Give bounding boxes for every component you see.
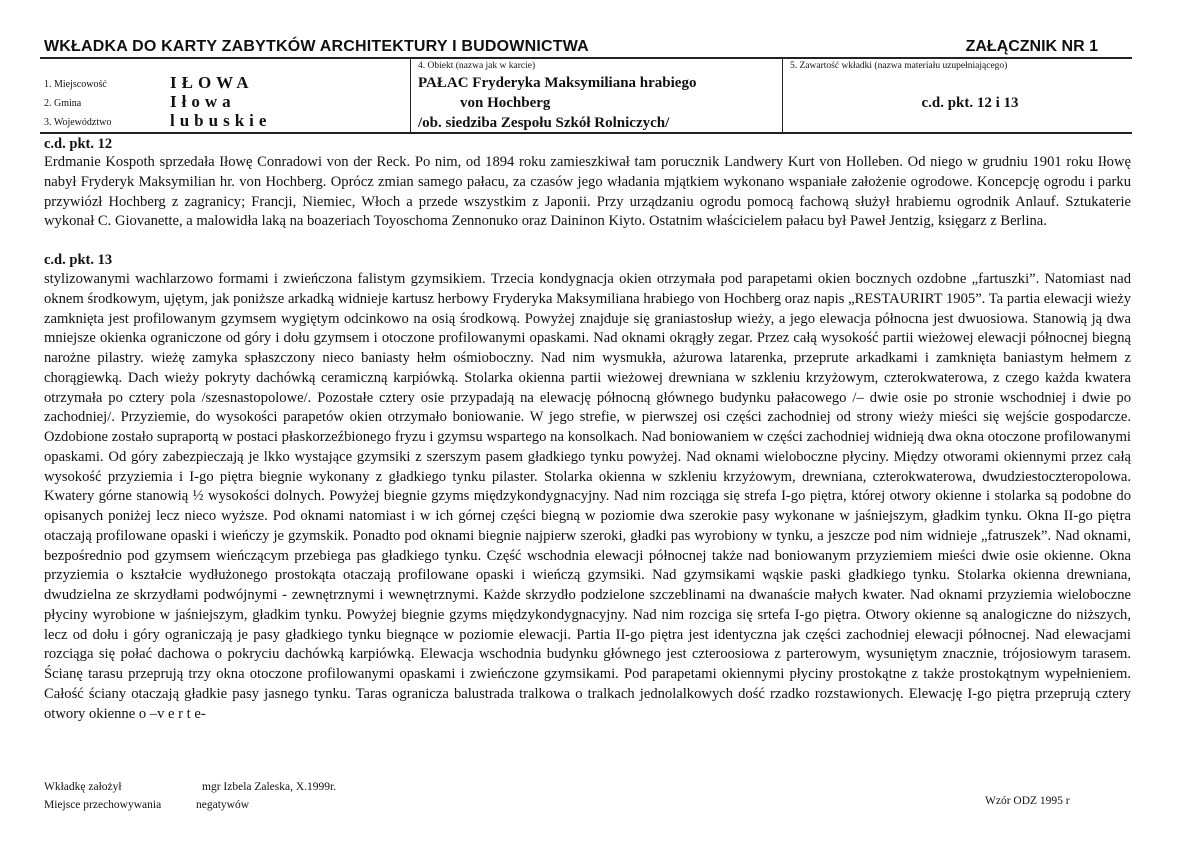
object-name-line-3: /ob. siedziba Zespołu Szkół Rolniczych/ — [418, 115, 670, 131]
commune-value: Iłowa — [170, 92, 236, 111]
negatives-location-value: negatywów — [196, 799, 250, 811]
column-divider-2 — [782, 58, 783, 133]
annex-number: ZAŁĄCZNIK NR 1 — [965, 38, 1098, 55]
locality-label: 1. Miejscowość — [44, 79, 107, 90]
content-label: 5. Zawartość wkładki (nazwa materiału uzupełniającego) — [790, 61, 1008, 71]
section-heading-13: c.d. pkt. 13 — [44, 252, 113, 268]
object-name-line-1: PAŁAC Fryderyka Maksymiliana hrabiego — [418, 75, 697, 91]
voivodeship-label: 3. Województwo — [44, 117, 112, 128]
object-label: 4. Obiekt (nazwa jak w karcie) — [418, 61, 536, 71]
section-heading-12: c.d. pkt. 12 — [44, 136, 113, 152]
section-text-13: stylizowanymi wachlarzowo formami i zwieńczona falistym gzymsikiem. Trzecia kondygnacja okien otrzymała pod parapetami okien bocznych ozdobne „fartuszki”. Natomiast nad oknem środkowym, ujętym, jak poniższe arkadką widnieje kartusz herbowy Fryderyka Maksymiliana hrabiego von Hochberg oraz napis „RESTAURIRT 1905”. Ta partia elewacji wieży zamknięta jest profilowanym gzymsem wygiętym odcinkowo na osią środkową. Powyżej znajduje się graniastosłup wieży, a jego elewacja północna jest dwuosiowa. Stanowią ją dwa mniejsze okienka ograniczone od góry i dołu gzymsem i otoczone profilowanymi opaskami. Nad oknami okrągły zegar. Przez całą wysokość partii wieżowej elewacji północnej biegną narożne pilastry. wieżę zamyka spłaszczony nieco baniasty hełm ośmioboczny. Nad nim wysmukła, ażurowa latarenka, przeprute arkadkami i zamknięta baniastym hełmem z chorągiewką. Dach wieży pokryty dachówką ceramiczną karpiówką. Stolarka okienna partii wieżowej drewniana w szkleniu krzyżowym, czterokwaterowa, z czego każda kwatera otrzymała po cztery pola /szesnastopolowe/. Pozostałe cztery osie przypadają na elewację północną głównego budynku pałacowego /– dwie osie po stronie wschodniej i dwie po zachodniej/. Przyziemie, do wysokości parapetów okien otrzymało boniowanie. W jego strefie, w pierwszej osi części zachodniej od strony wieży mieści się wejście gospodarcze. Ozdobione zostało supraportą w postaci płaskorzeźbionego fryzu i gzymsu wspartego na konsolkach. Nad boniowaniem w części zachodniej widnieją dwa okna otoczone profilowanymi opaskami. Od góry zabezpieczają je lkko wystające gzymsiki z szerszym pasem gładkiego tynku powyżej. Nad oknami wieloboczne płyciny. Między otworami okiennymi przez całą wysokość przyziemia i I-go piętra biegnie wykonany z gładkiego tynku pilaster. Stolarka okienna w szkleniu krzyżowym, drewniana, czterokwaterowa, dwudziestoczteropolowa. Kwatery górne stanowią ½ wysokości dolnych. Powyżej biegnie gzyms międzykondygnacyjny. Nad nim rozciąga się strefa I-go piętra, której otwory okienne i stolarka są podobne do opisanych poniżej lecz nieco wyższe. Pod oknami natomiast i w ich górnej części biegną w poziomie dwa szerokie pasy wykonane w jaśniejszym, gładkim tynku. Okna II-go piętra otaczają profilowane opaski i wieńczy je gzymskik. Ponadto pod oknami biegnie najpierw szeroki, gładki pas wyrobiony w tynku, a jeszcze pod nim widnieje „fatruszek”. Nad oknami, bezpośrednio pod gzymsem wieńczącym przebiega pas gładkiego tynku. Część wschodnia elewacji północnej także nad boniowanym przyziemiem mieści dwie osie okienne. Okna przyziemia o kształcie wydłużonego prostokąta otaczają profilowane opaski i wieńczą gzymsiki. Nad gzymsikami wąskie paski gładkiego tynku. Stolarka okienna drewniana, dwudzielna ze skrzydłami podwójnymi - zewnętrznymi i wewnętrznymi. Każde skrzydło podzielone szczeblinami na dwanaście małych kwater. Nad oknami przyziemia wieloboczne płyciny wyrobione w jaśniejszym, gładkim tynku. Powyżej biegnie gzyms międzykondygnacyjny. Nad nim rozciga się srtefa I-go piętra. Otwory okienne są analogiczne do niższych, lecz od dołu i góry ograniczają je pasy gładkiego tynku biegnące w poziomie elewacji. Partia II-go piętra jest identyczna jak części zachodniej elewacji północnej. Nad elewacjami rozciąga się połać dachowa o pokryciu dachówką karpiówką. Elewacja wschodnia budynku głównego jest czteroosiowa z parterowym, wysuniętym znacznie, trójosiowym tarasem. Ścianę tarasu przeprują trzy okna otoczone profilowanymi opaskami i zwieńczone gzymsikami. Pod parapetami okiennymi płyciny prostokątne z także prostokątnym wypełnieniem. Całość ściany otaczają gładkie pasy jasnego tynku. Taras ogranicza balustrada tralkowa o tralkach jednolalkowych dość rzadko rozstawionych. Elewację I-go piętra przeprują cztery otwory okienne o –v e r t e- — [44, 271, 1131, 722]
voivodeship-value: lubuskie — [170, 111, 272, 130]
header-bottom-rule — [40, 132, 1132, 134]
locality-value: IŁOWA — [170, 73, 254, 92]
column-divider-1 — [410, 58, 411, 133]
prepared-by-value: mgr Izbela Zaleska, X.1999r. — [202, 781, 337, 793]
template-version: Wzór ODZ 1995 r — [985, 795, 1070, 807]
negatives-location-label: Miejsce przechowywania — [44, 799, 162, 811]
prepared-by-label: Wkładkę założył — [44, 781, 122, 793]
header-top-rule — [40, 57, 1132, 59]
content-value: c.d. pkt. 12 i 13 — [921, 95, 1019, 111]
object-name-line-2: von Hochberg — [460, 95, 551, 111]
commune-label: 2. Gmina — [44, 98, 82, 109]
section-text-12: Erdmanie Kospoth sprzedała Iłowę Conradowi von der Reck. Po nim, od 1894 roku zamieszkiwał tam porucznik Landwery Kurt von Holleben. Od niego w grudniu 1901 roku Iłowę nabył Fryderyk Maksymilian hr. von Hochberg. Oprócz zmian samego pałacu, za czasów jego władania mjątkiem wykonano wspaniałe założenie ogrodowe. Koncepcję ogrodu i parku przywiózł Hochberg z zagranicy; Francji, Niemiec, Włoch a przede wszystkim z Japonii. Przy urządzaniu ogrodu pomocą fachową służył hrabiemu ogrodnik Anlauf. Sztukaterie wykonał C. Giovanette, a malowidła laką na boazeriach Toyoschoma Zennonuko oraz Daininon Kiyto. Ostatnim właścicielem pałacu był Paweł Jentzig, księgarz z Berlina. — [44, 154, 1131, 230]
document-title: WKŁADKA DO KARTY ZABYTKÓW ARCHITEKTURY I BUDOWNICTWA — [44, 38, 589, 55]
